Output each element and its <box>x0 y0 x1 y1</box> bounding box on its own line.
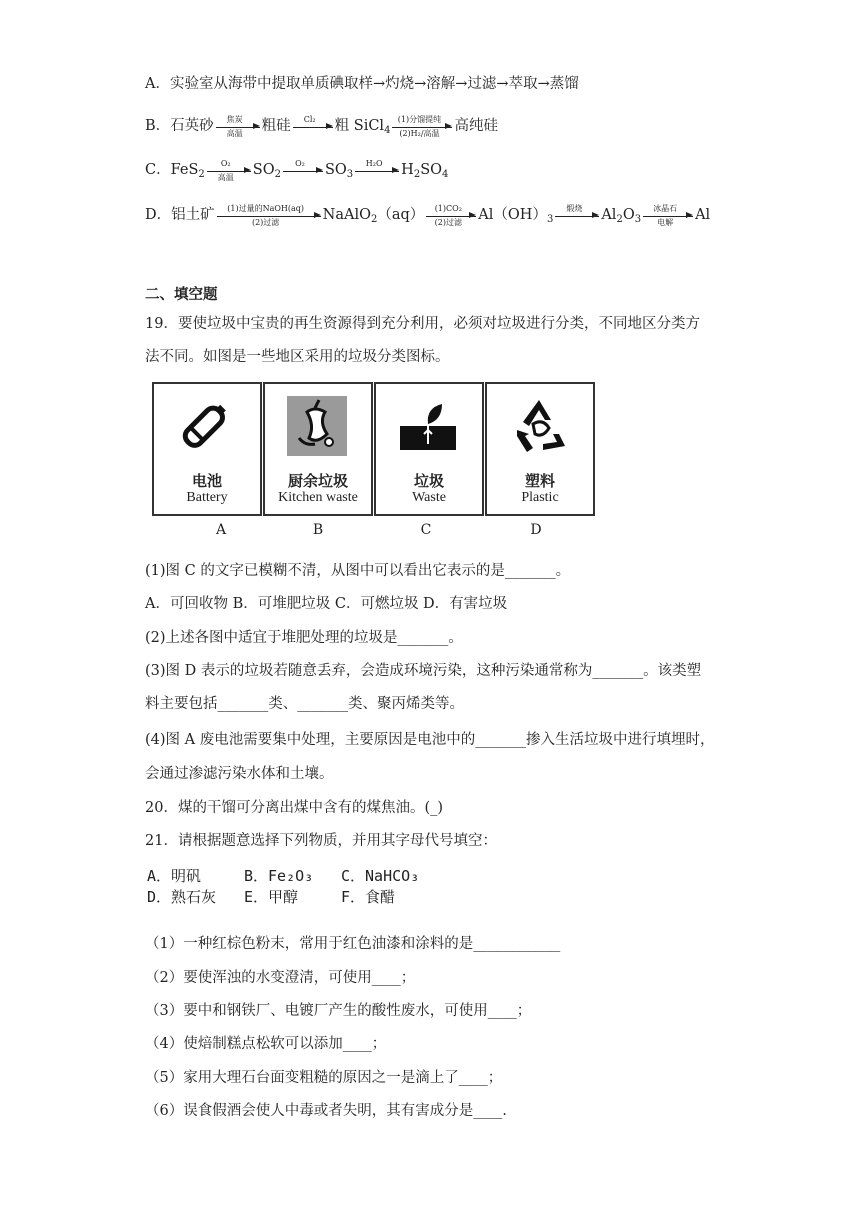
text: Al <box>601 207 617 223</box>
q19-sub4-line1: (4)图 A 废电池需要集中处理，主要原因是电池中的_______掺入生活垃圾中进行填埋时， <box>145 732 715 748</box>
arrow-condition: H₂O <box>365 158 383 168</box>
q19-sub3-line2: 料主要包括_______类、_______类、聚丙烯类等。 <box>145 696 464 712</box>
text: Al（OH） <box>478 207 547 223</box>
reaction-arrow <box>216 114 260 138</box>
text: B．石英砂 <box>145 118 214 134</box>
icon-kitchen-box <box>263 382 373 516</box>
reaction-arrow <box>555 203 599 217</box>
text: SO <box>420 162 443 178</box>
icon-label-en: Kitchen waste <box>278 490 358 505</box>
text: SO <box>324 162 347 178</box>
subscript: 2 <box>198 169 205 180</box>
q19-sub4-line2: 会通过渗滤污染水体和土壤。 <box>145 766 334 782</box>
icon-label-cn: 电池 <box>191 472 222 490</box>
q21-sub3: （3）要中和钢铁厂、电镀厂产生的酸性废水，可使用____； <box>145 1003 532 1019</box>
arrow-condition: 高温 <box>217 172 234 182</box>
q18-option-b <box>145 114 498 136</box>
q21-sub1: （1）一种红棕色粉末，常用于红色油漆和涂料的是____________ <box>145 936 561 952</box>
arrow-condition: (2)过滤 <box>251 217 280 227</box>
text: 粗硅 <box>261 118 291 134</box>
arrow-condition: (1)CO₂ <box>434 203 462 213</box>
subscript: 4 <box>442 169 449 180</box>
arrow-condition: (1)分馏提纯 <box>397 114 442 124</box>
text: NaAlO <box>322 207 371 223</box>
reaction-arrow <box>293 114 333 128</box>
q20: 20．煤的干馏可分离出煤中含有的煤焦油。(_) <box>145 800 444 816</box>
subscript: 2 <box>413 169 421 180</box>
subscript: 2 <box>370 214 378 225</box>
text: H <box>401 162 414 178</box>
q21-sub6: （6）误食假酒会使人中毒或者失明，其有害成分是____. <box>145 1103 507 1119</box>
q18-option-d <box>145 203 710 225</box>
reaction-arrow <box>355 158 399 172</box>
option: F．食醋 <box>341 888 396 906</box>
sprout-icon <box>396 394 460 458</box>
option: E．甲醇 <box>244 888 299 906</box>
q21-options <box>147 866 438 908</box>
apple-core-icon <box>285 394 349 458</box>
option: A．明矾 <box>147 867 202 885</box>
icon-label-en: Battery <box>186 490 228 505</box>
text: 粗 SiCl <box>334 118 385 134</box>
q21-stem: 21．请根据题意选择下列物质，并用其字母代号填空： <box>145 833 497 849</box>
q18-option-a: A．实验室从海带中提取单质碘取样→灼烧→溶解→过滤→萃取→蒸馏 <box>145 76 579 92</box>
arrow-condition: 冰晶石 <box>653 203 678 213</box>
q19-stem-line1: 19．要使垃圾中宝贵的再生资源得到充分利用，必须对垃圾进行分类，不同地区分类方 <box>145 316 700 332</box>
reaction-arrow <box>392 114 452 138</box>
icon-plastic-box <box>485 382 595 516</box>
text: Al <box>695 207 711 223</box>
text: SO <box>252 162 275 178</box>
icon-battery-box <box>152 382 262 516</box>
q21-sub2: （2）要使浑浊的水变澄清，可使用____； <box>145 970 416 986</box>
q21-sub5: （5）家用大理石台面变粗糙的原因之一是滴上了____； <box>145 1070 503 1086</box>
q19-sub2: (2)上述各图中适宜于堆肥处理的垃圾是_______。 <box>145 630 463 646</box>
arrow-condition: 煅烧 <box>566 203 583 213</box>
subscript: 3 <box>634 214 642 225</box>
icon-waste-box <box>374 382 484 516</box>
option: D．熟石灰 <box>147 888 217 906</box>
icon-label-en: Plastic <box>521 490 559 505</box>
reaction-arrow <box>207 158 251 182</box>
subscript: 3 <box>546 214 554 225</box>
icon-letter: A <box>215 522 227 538</box>
arrow-condition: Cl₂ <box>303 114 316 124</box>
arrow-condition: 电解 <box>657 217 674 227</box>
subscript: 2 <box>616 214 623 225</box>
q21-sub4: （4）使焙制糕点松软可以添加____； <box>145 1036 387 1052</box>
icon-letter: C <box>420 522 432 538</box>
reaction-arrow <box>643 203 693 227</box>
arrow-condition: (1)过量的NaOH(aq) <box>227 203 305 213</box>
text: 高纯硅 <box>454 118 498 134</box>
q18-option-c <box>145 158 448 180</box>
arrow-condition: (2)过滤 <box>434 217 462 227</box>
section-heading: 二、填空题 <box>145 286 218 303</box>
recycle-icon <box>507 394 571 458</box>
battery-icon <box>174 394 238 458</box>
q19-sub1-options: A．可回收物 B．可堆肥垃圾 C．可燃垃圾 D．有害垃圾 <box>145 596 508 612</box>
option: C．NaHCO₃ <box>341 867 420 885</box>
arrow-condition: 高温 <box>226 128 243 138</box>
subscript: 3 <box>346 169 354 180</box>
reaction-arrow <box>217 203 321 227</box>
subscript: 2 <box>274 169 281 180</box>
text: O <box>622 207 635 223</box>
icon-label-cn: 厨余垃圾 <box>287 472 348 490</box>
icon-label-cn: 垃圾 <box>413 472 444 490</box>
text: D．铝土矿 <box>145 207 215 223</box>
arrow-condition: O₂ <box>295 158 305 168</box>
reaction-arrow <box>283 158 323 172</box>
icon-letter: D <box>530 522 542 538</box>
q19-stem-line2: 法不同。如图是一些地区采用的垃圾分类图标。 <box>145 349 450 365</box>
option: B．Fe₂O₃ <box>244 867 314 885</box>
subscript: 4 <box>384 125 391 136</box>
icon-letter: B <box>312 522 324 538</box>
arrow-condition: (2)H₂/高温 <box>399 128 440 138</box>
q19-sub1: (1)图 C 的文字已模糊不清，从图中可以看出它表示的是_______。 <box>145 563 571 579</box>
arrow-condition: O₂ <box>220 158 231 168</box>
icon-label-cn: 塑料 <box>524 472 555 490</box>
text: C．FeS <box>145 162 199 178</box>
reaction-arrow <box>426 203 476 227</box>
arrow-condition: 焦炭 <box>226 114 243 124</box>
text: （aq） <box>377 207 425 223</box>
icon-label-en: Waste <box>412 490 446 505</box>
q19-sub3-line1: (3)图 D 表示的垃圾若随意丢弃，会造成环境污染，这种污染通常称为_______。该类塑 <box>145 663 702 679</box>
